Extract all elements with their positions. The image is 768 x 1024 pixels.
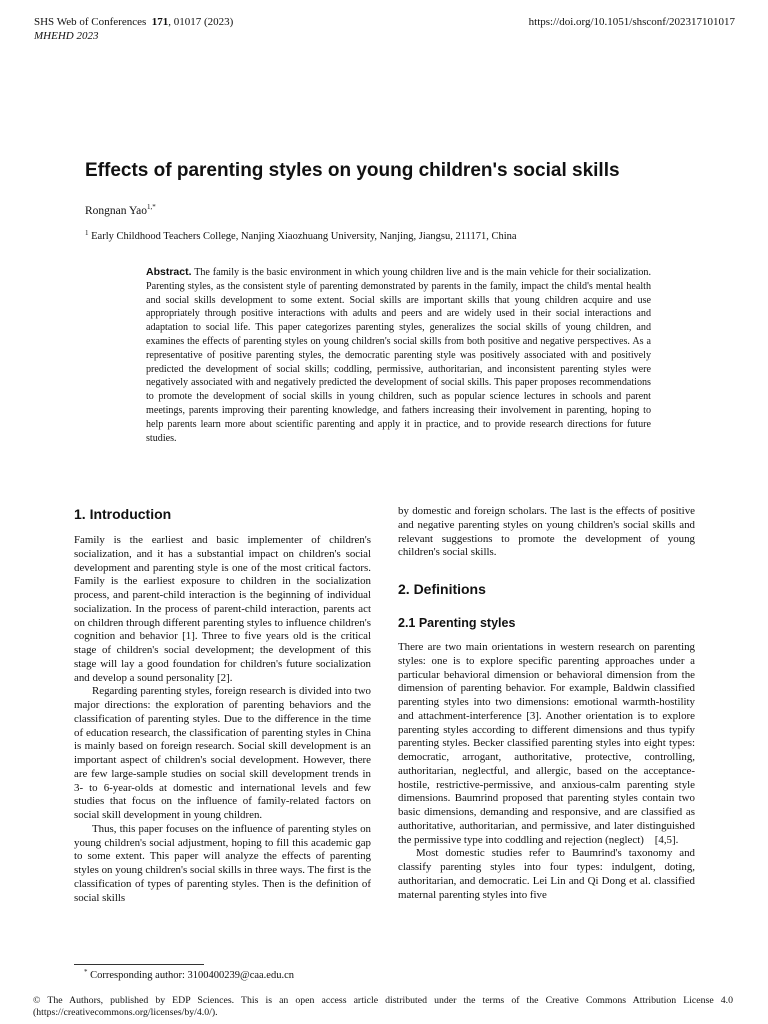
affiliation-mark: 1: [85, 229, 89, 237]
journal-volume: 171: [151, 16, 169, 28]
author-name: Rongnan Yao: [85, 205, 147, 217]
license-notice: © The Authors, published by EDP Sciences. This is an open access article distributed under the terms of the Creative Commons Attribution License 4.0 (https://creativecommons.org/licenses/by/4.0/).: [33, 995, 733, 1018]
section-heading-introduction: 1. Introduction: [74, 506, 172, 522]
subsection-heading-parenting-styles: 2.1 Parenting styles: [398, 616, 516, 630]
intro-paragraph-2: Regarding parenting styles, foreign research is divided into two major directions: the exploration of parenting behaviors and the classification of parenting styles. Due to the difference in the time of education research, the classification of parenting styles in China is mainly based on foreign research. Social skill development is an important aspect of children's social development. However, there are few large-sample studies on social skill development trends in 3- to 6-year-olds at domestic and international levels and few studies that focus on the influence of family-related factors on social skill development in young children.: [74, 685, 371, 821]
author-marks: 1,*: [146, 203, 156, 211]
section-heading-definitions: 2. Definitions: [398, 581, 486, 597]
article-number: , 01017 (2023): [168, 16, 234, 28]
footnote-divider: [74, 964, 204, 965]
affiliation-text: Early Childhood Teachers College, Nanjing Xiaozhuang University, Nanjing, Jiangsu, 211171, China: [91, 231, 517, 242]
footnote-mark: *: [84, 968, 88, 976]
right-column: [398, 505, 695, 902]
running-header: [34, 15, 233, 43]
journal-name: SHS Web of Conferences: [34, 16, 147, 28]
abstract-text: The family is the basic environment in which young children live and is the main vehicle for their socialization. Parenting styles, as the consistent style of parenting demonstrated by parents in the family, impact the child's mental health and social skills development to some extent. Social skills are important skills that young children acquire and use appropriately through positive interactions with adults and peers and are widely used in their social interactions and adaptation to social life. This paper categorizes parenting styles, generalizes the social skills of young children, and examines the effects of parenting styles on young children's social skills from both positive and negative perspectives. As a representative of positive parenting styles, the democratic parenting style was positively associated with and positively predicted the development of social skills; coddling, permissive, authoritarian, and inconsistent parenting styles were negatively associated with and negatively predicted the development of social skills. This paper proposes recommendations to promote the development of social skills in young children, such as popular science lectures in schools and parent meetings, parents improving their parenting knowledge, and fathers increasing their involvement in parenting, hoping to help parents learn more about scientific parenting and apply it in practice, and to provide research directions for future studies.: [146, 267, 651, 444]
definitions-paragraph-1: There are two main orientations in western research on parenting styles: one is to explore specific parenting approaches under a particular behavioral dimension or behavioral dimension from the dimension of parenting behavior. For example, Baldwin classified parenting styles into two dimensions: emotional warmth-hostility and attachment-interference [3]. Another orientation is to explore parenting styles according to different dimensions and thus typify parenting styles. Becker classified parenting styles into eight types: democratic, arrogant, authoritative, protective, controlling, authoritarian, neglectful, and allergic, based on the acceptance-hostile, restrictive-permissive, and anxious-calm parenting style dimensions. Baumrind proposed that parenting styles contain two basic dimensions, demanding and responsive, and are classified as authoritative, authoritarian, and permissive, and later distinguished the permissive type into coddling and rejection (neglect) [4,5].: [398, 641, 695, 846]
footnote-text: Corresponding author: 3100400239@caa.edu.cn: [90, 970, 294, 981]
intro-paragraph-1: Family is the earliest and basic implementer of children's socialization, and it has a substantial impact on children's social development and parenting style is one of the most critical factors. Family is the earliest exposure to children in the socialization process, and parent-child interaction is the beginning of individual socialization. In the process of parent-child interaction, parents act on children through different parenting styles to influence children's cognition and behavior [1]. Three to five years old is the critical stage of children's social development; the development of this stage will lay a good foundation for children's future socialization and develop a sound personality [2].: [74, 534, 371, 684]
doi-link[interactable]: https://doi.org/10.1051/shsconf/202317101017: [528, 16, 735, 28]
conference-name: MHEHD 2023: [34, 30, 99, 42]
abstract-label: Abstract.: [146, 266, 192, 278]
paper-title: Effects of parenting styles on young children's social skills: [85, 160, 620, 181]
affiliation-line: [85, 229, 517, 242]
definitions-paragraph-2: Most domestic studies refer to Baumrind's taxonomy and classify parenting styles into four types: indulgent, doting, authoritarian, and democratic. Lei Lin and Qi Dong et al. classified maternal parenting styles into five: [398, 847, 695, 901]
abstract: [146, 266, 651, 445]
journal-citation: [34, 15, 233, 29]
intro-paragraph-3-continued: by domestic and foreign scholars. The last is the effects of positive and negative parenting styles on young children's social skills and relevant suggestions to promote the development of young children's social skills.: [398, 505, 695, 559]
left-column: [74, 505, 371, 905]
author-line: [85, 203, 156, 217]
intro-paragraph-3: Thus, this paper focuses on the influence of parenting styles on young children's social adjustment, hoping to fill this academic gap to some extent. This paper will analyze the effects of parenting styles on young children's social skills in three ways. The first is the classification of types of parenting styles. Then is the definition of social skills: [74, 822, 371, 904]
footnote: [84, 968, 294, 981]
